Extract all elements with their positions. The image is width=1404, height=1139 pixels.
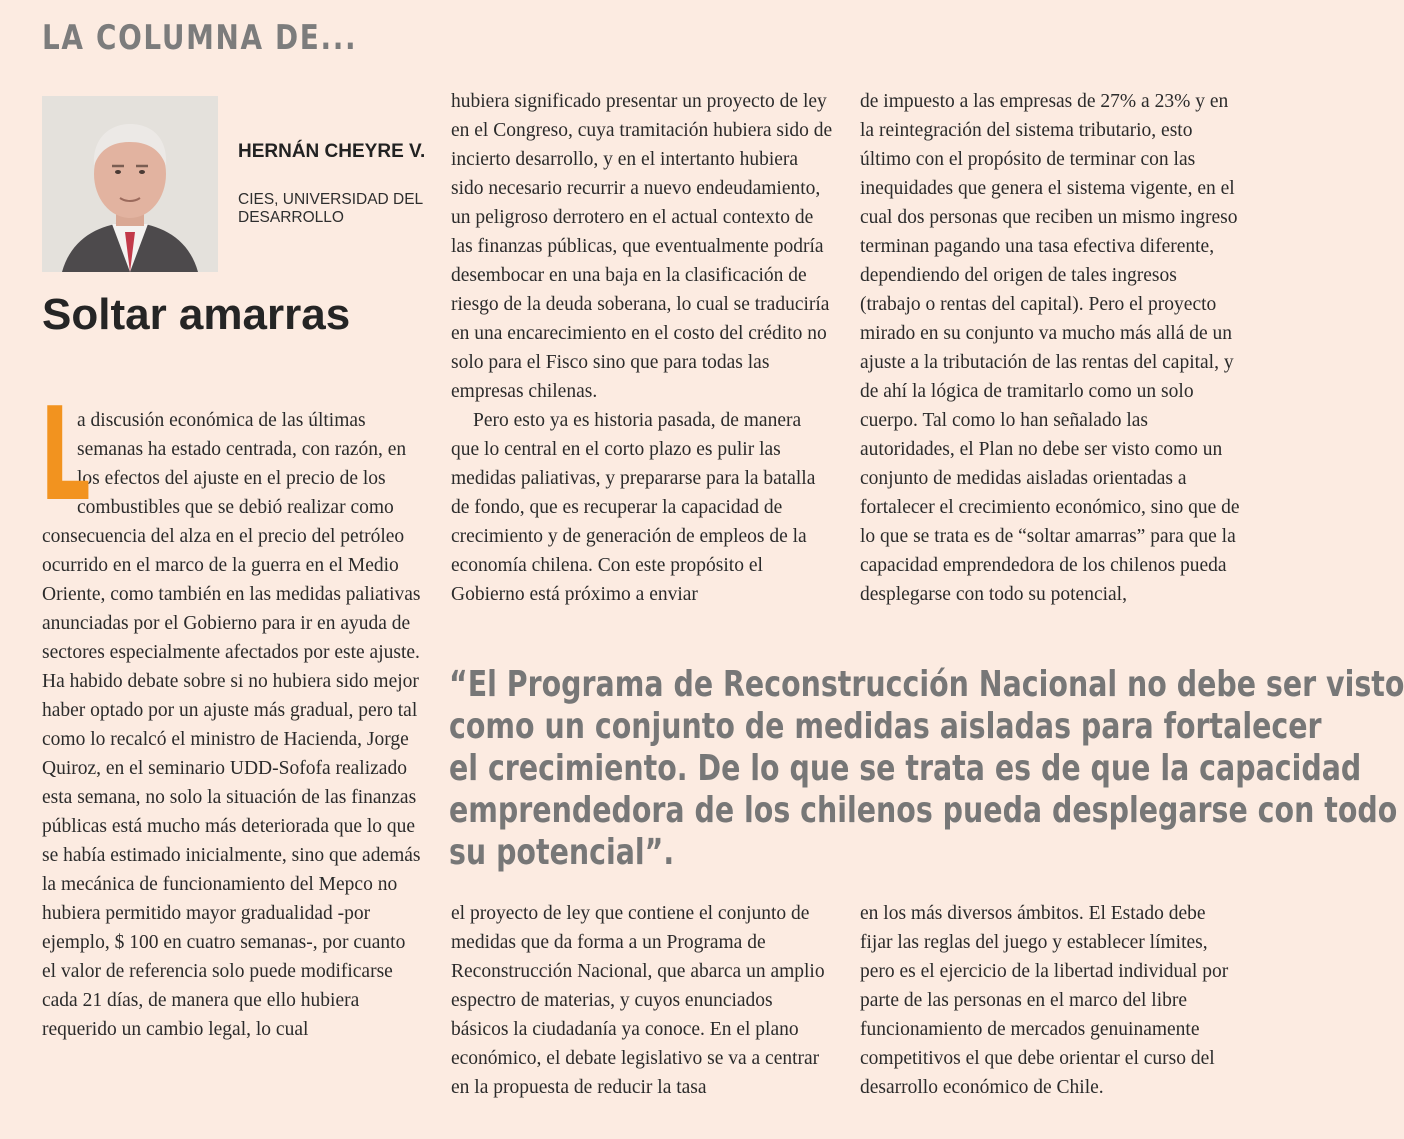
paragraph: a discusión económica de las últimas semanas ha estado centrada, con razón, en los efectos del ajuste en el precio de los combustibles que se debió realizar como consecuencia del alza en el precio del petróleo ocurrido en el marco de la guerra en el Medio Oriente, como también en las medidas paliativas anunciadas por el Gobierno para ir en ayuda de sectores especialmente afectados por este ajuste. Ha habido debate sobre si no hubiera sido mejor haber optado por un ajuste más gradual, pero tal como lo recalcó el ministro de Hacienda, Jorge Quiroz, en el seminario UDD-Sofofa realizado esta semana, no solo la situación de las finanzas públicas está mucho más deteriorada que lo que se había estimado inicialmente, sino que además la mecánica de funcionamiento del Mepco no hubiera permitido mayor gradualidad -por ejemplo, $ 100 en cuatro semanas-, por cuanto el valor de referencia solo puede modificarse cada 21 días, de manera que ello hubiera requerido un cambio legal, lo cual (42, 410, 421, 1040)
pull-quote (449, 664, 1404, 874)
section-label: LA COLUMNA DE... (42, 18, 358, 58)
dropcap: L (40, 381, 91, 530)
paragraph: de impuesto a las empresas de 27% a 23% y en la reintegración del sistema tributario, esto último con el propósito de terminar con las inequidades que genera el sistema vigente, en el cual dos personas que reciben un mismo ingreso terminan pagando una tasa efectiva diferente, dependiendo del origen de tales ingresos (trabajo o rentas del capital). Pero el proyecto mirado en su conjunto va mucho más allá de un ajuste a la tributación de las rentas del capital, y de ahí la lógica de tramitarlo como un solo cuerpo. Tal como lo han señalado las autoridades, el Plan no debe ser visto como un conjunto de medidas aisladas orientadas a fortalecer el crecimiento económico, sino que de lo que se trata es de “soltar amarras” para que la capacidad emprendedora de los chilenos pueda desplegarse con todo su potencial, (860, 91, 1240, 605)
column-2-top (451, 87, 833, 609)
pull-quote-line: emprendedora de los chilenos pueda desplegarse con todo (449, 790, 1398, 831)
column-1 (40, 381, 424, 1044)
author-name: HERNÁN CHEYRE V. (238, 141, 426, 162)
pull-quote-line: su potencial”. (449, 832, 675, 873)
pull-quote-line: como un conjunto de medidas aisladas para fortalecer (449, 706, 1322, 747)
headline: Soltar amarras (42, 290, 351, 339)
pull-quote-line: “El Programa de Reconstrucción Nacional no debe ser visto (449, 664, 1404, 705)
column-3-top (860, 87, 1242, 609)
column-3-bottom (860, 899, 1242, 1102)
paragraph: el proyecto de ley que contiene el conjunto de medidas que da forma a un Programa de Reconstrucción Nacional, que abarca un amplio espectro de materias, y cuyos enunciados básicos la ciudadanía ya conoce. En el plano económico, el debate legislativo se va a centrar en la propuesta de reducir la tasa (451, 903, 825, 1098)
dropcap-container (40, 381, 91, 530)
author-affiliation: CIES, UNIVERSIDAD DEL DESARROLLO (238, 191, 423, 226)
column-2-bottom (451, 899, 833, 1102)
paragraph: Pero esto ya es historia pasada, de manera que lo central en el corto plazo es pulir las medidas paliativas, y prepararse para la batalla de fondo, que es recuperar la capacidad de crecimiento y de generación de empleos de la economía chilena. Con este propósito el Gobierno está próximo a enviar (451, 410, 816, 605)
author-portrait-icon (42, 96, 218, 272)
pull-quote-line: el crecimiento. De lo que se trata es de que la capacidad (449, 748, 1362, 789)
author-avatar (42, 96, 218, 272)
paragraph: en los más diversos ámbitos. El Estado debe fijar las reglas del juego y establecer límites, pero es el ejercicio de la libertad individual por parte de las personas en el marco del libre funcionamiento de mercados genuinamente competitivos el que debe orientar el curso del desarrollo económico de Chile. (860, 903, 1229, 1098)
paragraph: hubiera significado presentar un proyecto de ley en el Congreso, cuya tramitación hubiera sido de incierto desarrollo, y en el intertanto hubiera sido necesario recurrir a nuevo endeudamiento, un peligroso derrotero en el actual contexto de las finanzas públicas, que eventualmente podría desembocar en una baja en la clasificación de riesgo de la deuda soberana, lo cual se traduciría en una encarecimiento en el costo del crédito no solo para el Fisco sino que para todas las empresas chilenas. (451, 91, 833, 402)
